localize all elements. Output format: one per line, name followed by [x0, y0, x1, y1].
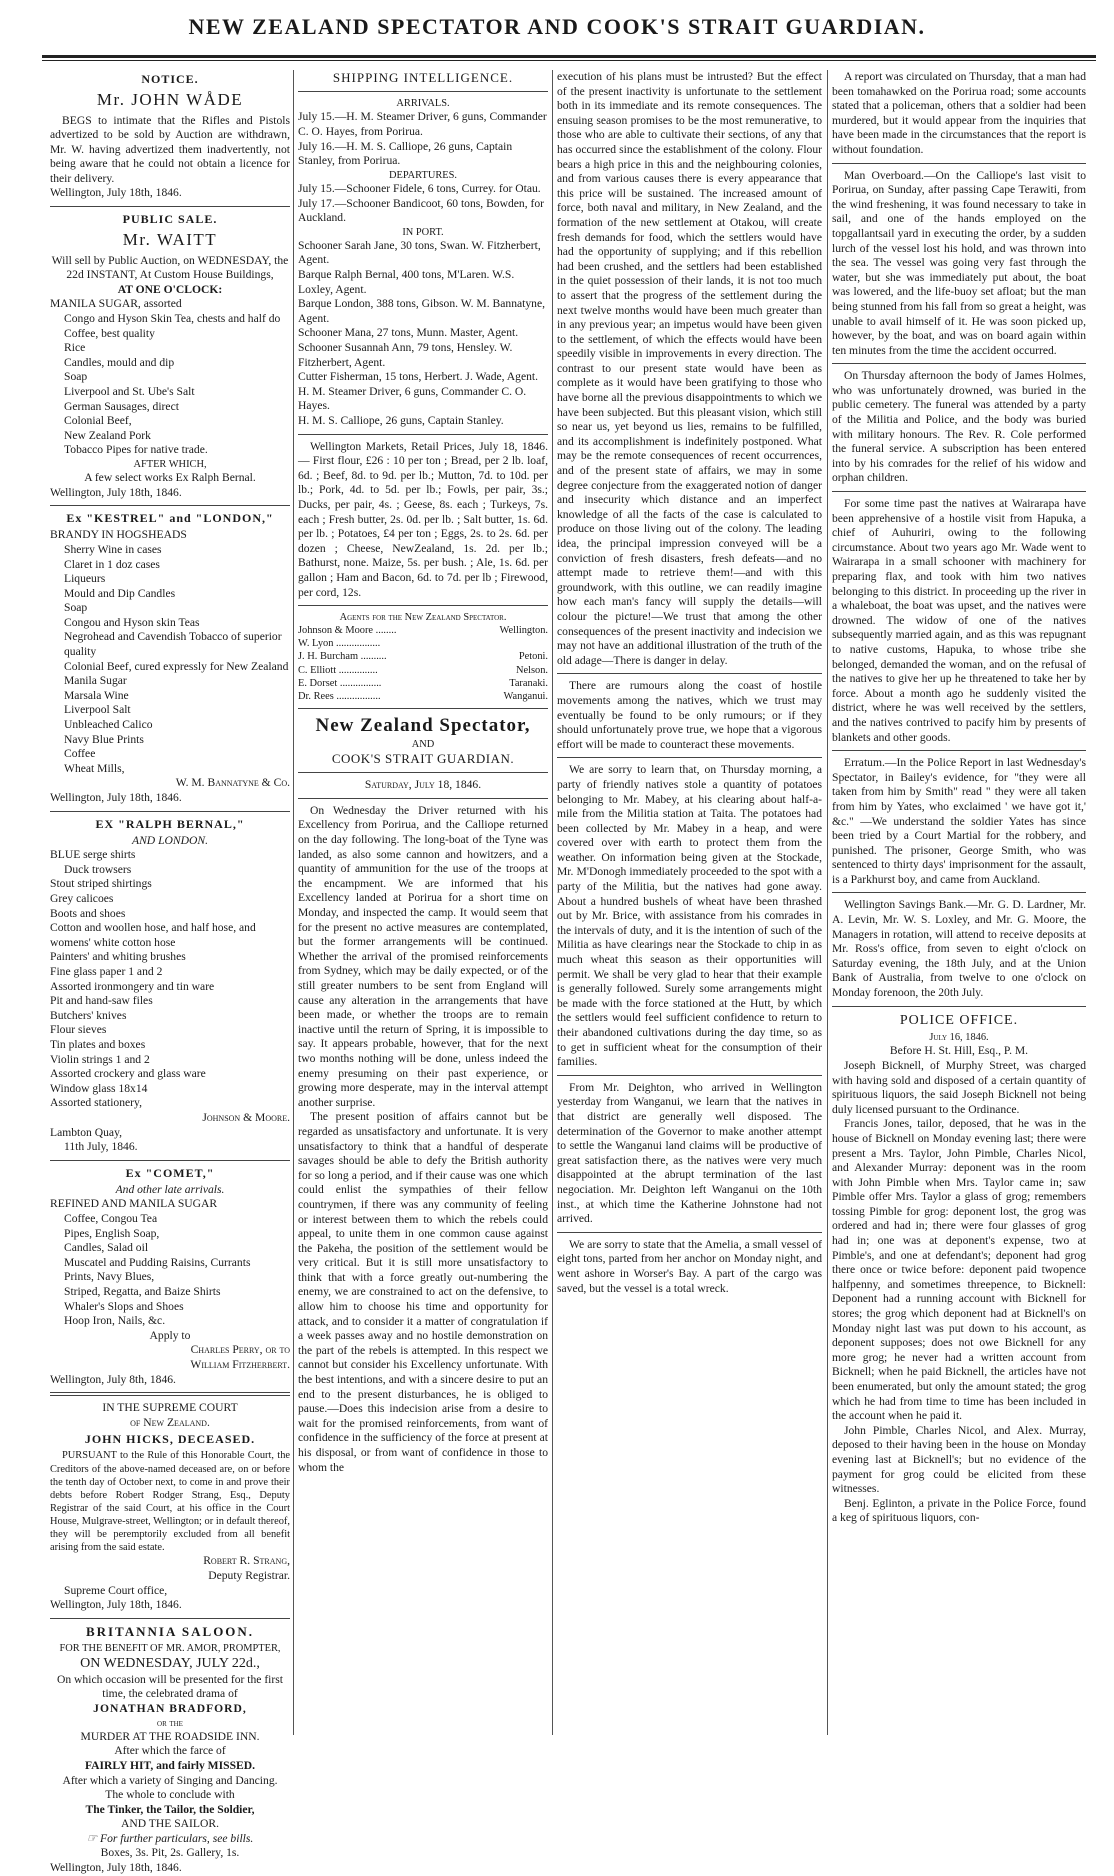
- paper-sub: COOK'S STRAIT GUARDIAN.: [331, 750, 515, 766]
- list-item: Striped, Regatta, and Baize Shirts: [64, 1285, 221, 1299]
- column-rule-1: [293, 70, 294, 1735]
- list-item: Painters' and whiting brushes: [50, 950, 186, 964]
- list-item: Navy Blue Prints: [64, 732, 144, 746]
- list-item: Boots and shoes: [50, 906, 126, 920]
- hicks-date: Wellington, July 18th, 1846.: [50, 1598, 182, 1612]
- list-item: July 15.—H. M. Steamer Driver, 6 guns, Commander C. O. Hayes, from Porirua.: [298, 110, 547, 139]
- column-rule-2: [552, 70, 553, 1735]
- overboard-article: Man Overboard.—On the Calliope's last visit to Porirua, on Sunday, after passing Cape Terawiti, from the wind freshening, it was found necessary to take in sail, and one of the hands employed on the topgallantsail yard in executing the order, by a sudden lurch of the vessel lost his hold, and was thrown into the sea. The vessel was going very fast through the water, but she was immediately put about, the boat was lowered, and the life-buoy set afloat; but the man being stunned from his fall from so great a height, was unable to avail himself of it. He was soon picked up, however, by the boat, and was on board again within ten minutes from the time the accident occurred.: [832, 168, 1086, 357]
- saloon-date: Wellington, July 18th, 1846.: [50, 1861, 182, 1875]
- britannia-saloon-ad: [50, 1624, 290, 1876]
- list-item: Claret in 1 doz cases: [64, 557, 160, 571]
- saloon-benefit: FOR THE BENEFIT OF MR. AMOR, PROMPTER,: [59, 1643, 281, 1655]
- saloon-or: or the: [157, 1717, 183, 1729]
- police-paragraph-4: Benj. Eglinton, a private in the Police Force, found a keg of spirituous liquors, con-: [832, 1496, 1086, 1525]
- list-item: H. M. S. Calliope, 26 guns, Captain Stanley.: [298, 413, 504, 427]
- list-item: Liqueurs: [64, 572, 106, 586]
- list-item: Cutter Fisherman, 15 tons, Herbert. J. Wade, Agent.: [298, 370, 539, 384]
- list-item: Marsala Wine: [64, 688, 129, 702]
- notice-header: NOTICE.: [141, 72, 199, 86]
- list-item: Candles, mould and dip: [64, 355, 175, 369]
- list-item: Liverpool Salt: [64, 703, 131, 717]
- bernal-ad: [50, 817, 290, 1155]
- list-item: July 15.—Schooner Fidele, 6 tons, Currey. for Otau.: [298, 181, 541, 195]
- hicks-signature: Robert R. Strang,: [203, 1554, 290, 1568]
- bernal-place: Lambton Quay,: [50, 1125, 123, 1139]
- list-item: Prints, Navy Blues,: [64, 1270, 155, 1284]
- list-item: Coffee: [64, 747, 96, 761]
- comet-item-list: [50, 1197, 290, 1328]
- list-item: Pipes, English Soap,: [64, 1226, 160, 1240]
- waitt-date: Wellington, July 18th, 1846.: [50, 485, 182, 499]
- saloon-after: After which the farce of: [114, 1744, 226, 1758]
- saloon-desc: On which occasion will be presented for the first time, the celebrated drama of: [56, 1672, 283, 1701]
- list-item: Mould and Dip Candles: [64, 586, 176, 600]
- list-item: Barque London, 388 tons, Gibson. W. M. Bannatyne, Agent.: [298, 297, 545, 325]
- waitt-item-list: [50, 297, 290, 458]
- kestrel-ad: [50, 511, 290, 805]
- saloon-conclude: The whole to conclude with: [105, 1788, 235, 1802]
- list-item: Coffee, best quality: [64, 326, 155, 340]
- savings-bank-article: Wellington Savings Bank.—Mr. G. D. Lardner, Mr. A. Levin, Mr. W. S. Loxley, and Mr. G. Moore, the Managers in rotation, will attend to receive deposits at Mr. Ross's office, from seven to eight o'clock on Saturday evening, the 18th July, and at the Union Bank of Australia, from twelve to one o'clock on Monday forenoon, the 20th July.: [832, 898, 1086, 1000]
- saloon-farce: FAIRLY HIT, and fairly MISSED.: [84, 1758, 256, 1772]
- agents-list: [298, 611, 548, 703]
- list-item: J. H. Burcham .......... Petoni.: [298, 651, 548, 663]
- court-sub: of New Zealand.: [130, 1415, 210, 1429]
- column-4: [832, 70, 1086, 1740]
- list-item: Whaler's Slops and Shoes: [64, 1299, 184, 1313]
- list-item: Grey calicoes: [50, 892, 114, 906]
- departures-header: DEPARTURES.: [389, 169, 457, 181]
- police-paragraph-2: Francis Jones, tailor, deposed, that he was in the house of Bicknell on Monday evening last; there were present a Mrs. Taylor, John Pimble, Charles Nicol, and Alexander Murray: deponent was in the room with John Pimble when Mrs. Taylor came in; saw Pimble offer Mrs. Taylor a glass of grog; remembers tossing Pimble for grog: deponent lost, the grog was ordered and had in; there were four glasses of grog had in; one was at deponent's expense, two at Pimble's, and one at defendant's; deponent had grog there once or twice before: deponent paid twopence halfpenny, and sometimes threepence, to Bicknell: Deponent had a running account with Bicknell for stores; the grog which deponent had at Bicknell's on Monday night last was put down to his account, as deponent supposes; does not owe Bicknell for any more grog; he never had a written account from Bicknell; when he paid Bicknell, the articles have not been enumerated, but only the amount stated; the grog which he had from time to time has been included in the account when he paid it.: [832, 1117, 1086, 1423]
- editorial-paragraph-1: On Wednesday the Driver returned with his Excellency from Porirua, and the Calliope returned on the day following. The long-boat of the Tyne was landed, as also some cannon and howitzers, and a quantity of ammunition for the use of the troops at the encampment. We are informed that his Excellency landed at Porirua for a short time on Monday, and inspected the camp. It would seem that for the present no active measures are contemplated, but the former arrangements will be continued. Whether the arrival of the promised reinforcements from Sydney, which may be daily expected, or of the still greater numbers to be sent from England will cause any alteration in the arrangements that have been made, or whether the troops are to remain inactive until the return of Spring, it is impossible to say. It appears probable, however, that for the next two months nothing will be done, unless indeed the enemy presuming on their past experience, or growing more desperate, may in the interval attempt another surprise.: [298, 803, 548, 1109]
- saloon-drama: JONATHAN BRADFORD,: [93, 1702, 247, 1716]
- list-item: E. Dorset ................ Taranaki.: [298, 677, 548, 689]
- hicks-body: PURSUANT to the Rule of this Honorable Court, the Creditors of the above-named deceased are, on or before the tenth day of October next, to come in and prove their debts before Robert Rodger Strang, Esq., Deputy Registrar of the said Court, at his office in the Court House, Mulgrave-street, Wellington; or in default thereof, they will be peremptorily excluded from all benefit arising from the said estate.: [50, 1450, 290, 1554]
- list-item: Congo and Hyson Skin Tea, chests and half do: [64, 311, 281, 325]
- saloon-final-1: The Tinker, the Tailor, the Soldier,: [85, 1802, 255, 1816]
- paper-nameplate: [298, 714, 548, 799]
- list-item: Soap: [64, 601, 88, 615]
- paper-date: Saturday, July 18, 1846.: [364, 778, 482, 792]
- list-item: Assorted ironmongery and tin ware: [50, 979, 215, 993]
- comet-ad: [50, 1166, 290, 1387]
- paper-title: New Zealand Spectator,: [315, 714, 531, 736]
- list-item: Flour sieves: [50, 1023, 107, 1037]
- waitt-time: AT ONE O'CLOCK:: [117, 282, 223, 296]
- list-item: Pit and hand-saw files: [50, 994, 153, 1008]
- column-2: [298, 70, 548, 1740]
- masthead-rule-thin: [42, 60, 1096, 61]
- column-rule-3: [827, 70, 828, 1735]
- saloon-murder: MURDER AT THE ROADSIDE INN.: [80, 1729, 260, 1743]
- potatoes-article: We are sorry to learn that, on Thursday morning, a party of friendly natives stole a quantity of potatoes belonging to Mr. Mabey, at his clearing about half-a-mile from the Militia station at Taita. The potatoes had been collected by Mr. Mabey in a heap, and were covered over with earth to protect them from the weather. On information being given at the Stockade, Mr. M'Donogh immediately proceeded to the spot with a party of the Militia, but the natives had gone away. About a hundred bushels of wheat have been thrashed out by Mr. Brice, with assistance from his comrades in the intervals of duty, and it is the intention of such of the Militia as have clearings near the Stockade to chip in as much wheat this season as their opportunities will permit. We shall be very glad to hear that their example is generally followed. Surely some arrangements might be made with the force stationed at the Hutt, by which the settlers would feel sufficient confidence to return to their abandoned cultivations during the day time, so as to get in sufficient wheat for the consumption of their families.: [557, 763, 822, 1069]
- arrivals-header: ARRIVALS.: [396, 98, 450, 110]
- wairarapa-article: For some time past the natives at Wairarapa have been apprehensive of a hostile visit from Hapuka, a chief of Auhuriri, owing to the following circumstance. About two years ago Mr. Wade went to Wairarapa in a small schooner with machinery for preparing flax, and took with him two natives belonging to this district. In proceeding up the river in a whaleboat, the boat was upset, and the natives were drowned. The widow of one of the natives subsequently married again, and as this was repugnant to native customs, Hapuka, to whose tribe she belonged, demanded the woman, and on the refusal of the natives to give her up he threatened to take her by force. About a month ago he suddenly visited the district, where he was well received by the settlers, and the natives contrived to pacify him by presents of blankets and other goods.: [832, 497, 1086, 744]
- saloon-final-2: AND THE SAILOR.: [120, 1817, 219, 1831]
- list-item: MANILA SUGAR, assorted: [50, 297, 182, 311]
- bernal-sub: AND LONDON.: [131, 833, 209, 847]
- list-item: Colonial Beef, cured expressly for New Zealand: [64, 659, 289, 673]
- list-item: July 17.—Schooner Bandicoot, 60 tons, Bowden, for Auckland.: [298, 196, 545, 225]
- list-item: Tin plates and boxes: [50, 1038, 146, 1052]
- list-item: Schooner Susannah Ann, 79 tons, Hensley. W. Fitzherbert, Agent.: [298, 341, 513, 369]
- editorial-paragraph-2: The present position of affairs cannot but be regarded as unsatisfactory and unfortunate. It is very unsatisfactory to think that a handful of desperate savages should be able to defy the British authority for so long a period, and if their cause was one which could enlist the sympathies of their fellow countrymen, if there was any community of feeling or interest between them to which the rebels could appeal, to unite them in one common cause against the Pakeha, the position of the settlement would be very critical. But it is still more unsatisfactory to think that with a force greatly out-numbering the enemy, we are constrained to act on the defensive, to allow him to choose his time and opportunity for attack, and to consider it a matter of congratulation if a week passes away and no hostile demonstration on the part of the rebels is attempted. In this respect we cannot but consider his Excellency unfortunate. With the best intentions, and with a sincere desire to put an end to the present disturbances, he is obliged to pause.—Does this indecision arise from a desire to wait for the promised reinforcements, from want of confidence in the sufficiency of the force at present at his disposal, or from want of confidence in those to whom the: [298, 1110, 548, 1474]
- list-item: Stout striped shirtings: [50, 877, 152, 891]
- saloon-prices: Boxes, 3s. Pit, 2s. Gallery, 1s.: [100, 1846, 240, 1860]
- list-item: Soap: [64, 370, 88, 384]
- list-item: July 16.—H. M. S. Calliope, 26 guns, Captain Stanley, from Porirua.: [298, 139, 513, 168]
- list-item: Unbleached Calico: [64, 718, 153, 732]
- bernal-date: 11th July, 1846.: [64, 1140, 138, 1154]
- wade-notice: [50, 72, 290, 201]
- police-date: July 16, 1846.: [929, 1032, 989, 1044]
- list-item: C. Elliott ............... Nelson.: [298, 664, 548, 676]
- police-paragraph-3: John Pimble, Charles Nicol, and Alex. Murray, deposed to their having been in the house on Monday evening last at Bicknell's; but no evidence of the payment for grog could be elicited from these witnesses.: [832, 1423, 1086, 1496]
- wade-name: Mr. JOHN WÅDE: [96, 90, 244, 110]
- list-item: Cotton and woollen hose, and half hose, and womens' white cotton hose: [50, 921, 256, 949]
- police-paragraph-1: Joseph Bicknell, of Murphy Street, was charged with having sold and disposed of a certain quantity of spirituous liquors, the said Joseph Bicknell not being duly licensed pursuant to the Ordinance.: [832, 1058, 1086, 1116]
- column-1: [50, 70, 290, 1875]
- kestrel-header: Ex "KESTREL" and "LONDON,": [66, 511, 274, 526]
- saloon-particulars: ☞ For further particulars, see bills.: [86, 1831, 254, 1845]
- comet-signature-1: Charles Perry, or to: [190, 1343, 290, 1357]
- list-item: Violin strings 1 and 2: [50, 1052, 150, 1066]
- waitt-intro: Will sell by Public Auction, on WEDNESDAY, the 22d INSTANT, At Custom House Buildings,: [51, 253, 289, 282]
- list-item: German Sausages, direct: [64, 399, 179, 413]
- masthead: NEW ZEALAND SPECTATOR AND COOK'S STRAIT GUARDIAN.: [188, 14, 926, 39]
- saloon-day: ON WEDNESDAY, JULY 22d.,: [80, 1656, 260, 1672]
- list-item: Butchers' knives: [50, 1008, 127, 1022]
- list-item: Johnson & Moore ........ Wellington.: [298, 625, 548, 637]
- list-item: Assorted stationery,: [50, 1096, 142, 1110]
- sale-header: PUBLIC SALE.: [122, 212, 218, 227]
- masthead-rule-thick: [42, 55, 1096, 58]
- bernal-signature: Johnson & Moore.: [202, 1110, 290, 1124]
- list-item: New Zealand Pork: [64, 428, 151, 442]
- list-item: Congou and Hyson skin Teas: [64, 615, 200, 629]
- deighton-article: From Mr. Deighton, who arrived in Wellington yesterday from Wanganui, we learn that the natives in that district are generally well disposed. The determination of the Governor to make another attempt to settle the Wanganui land claims will be productive of great satisfaction there, as the natives were very much disappointed at the abrupt termination of the last negociation. Mr. Deighton left Wanganui on the 10th inst., at which time the Katherine Johnstone had not arrived.: [557, 1080, 822, 1226]
- list-item: Liverpool and St. Ube's Salt: [64, 384, 195, 398]
- list-item: Negrohead and Cavendish Tobacco of superior quality: [64, 630, 282, 659]
- funeral-article: On Thursday afternoon the body of James Holmes, who was unfortunately drowned, was buried in the public cemetery. The funeral was attended by a party of the Militia and Police, and the body was buried with military honours. The Rev. R. Cole performed the funeral service. A subscription has been entered into by his comrades for the relief of his widow and orphan children.: [832, 369, 1086, 485]
- erratum-article: Erratum.—In the Police Report in last Wednesday's Spectator, in Bailey's evidence, for "they were all taken from him by Smith" read " they were all taken from him by Yates, who exclaimed ' we have got it,' &c." —We understand the soldier Yates has since been tried by a Court Martial for the robbery, and punished. The prisoner, George Smith, who was sentenced to thirty days' imprisonment for the assault, is a Parkhurst boy, and came from Auckland.: [832, 756, 1086, 886]
- list-item: Manila Sugar: [64, 674, 127, 688]
- saloon-singing: After which a variety of Singing and Dancing.: [62, 1773, 278, 1787]
- list-item: W. Lyon .................: [298, 638, 381, 650]
- waitt-after: AFTER WHICH,: [133, 458, 207, 470]
- public-sale: [50, 212, 290, 500]
- list-item: Assorted crockery and glass ware: [50, 1067, 206, 1081]
- inport-header: IN PORT.: [402, 226, 444, 238]
- list-item: Dr. Rees ................. Wanganui.: [298, 690, 548, 702]
- comet-sub: And other late arrivals.: [115, 1182, 225, 1196]
- list-item: Candles, Salad oil: [64, 1241, 149, 1255]
- list-item: Duck trowsers: [64, 862, 132, 876]
- kestrel-signature: W. M. Bannatyne & Co.: [175, 776, 290, 790]
- list-item: Barque Ralph Bernal, 400 tons, M'Laren. W.S. Loxley, Agent.: [298, 268, 515, 296]
- shipping-intelligence: [298, 70, 548, 429]
- comet-signature-2: William Fitzherbert.: [190, 1358, 290, 1371]
- list-item: Schooner Mana, 27 tons, Munn. Master, Agent.: [298, 326, 519, 340]
- list-item: Muscatel and Pudding Raisins, Currants: [64, 1255, 251, 1269]
- wade-body: BEGS to intimate that the Rifles and Pistols advertized to be sold by Auction are withdrawn, Mr. W. having advertized them inadvertently, not being aware that he could not obtain a licence for their delivery.: [50, 113, 290, 185]
- comet-header: Ex "COMET,": [125, 1165, 215, 1180]
- paper-and: AND: [411, 738, 435, 750]
- comet-apply: Apply to: [149, 1328, 191, 1342]
- hicks-header: JOHN HICKS, DECEASED.: [84, 1432, 256, 1447]
- list-item: Fine glass paper 1 and 2: [50, 965, 163, 979]
- police-before: Before H. St. Hill, Esq., P. M.: [889, 1044, 1029, 1058]
- shipping-header: SHIPPING INTELLIGENCE.: [332, 70, 514, 85]
- kestrel-date: Wellington, July 18th, 1846.: [50, 791, 182, 804]
- supreme-court-notice: [50, 1401, 290, 1613]
- hicks-office: Supreme Court office,: [64, 1583, 168, 1597]
- hicks-title: Deputy Registrar.: [208, 1568, 290, 1582]
- list-item: BLUE serge shirts: [50, 848, 136, 862]
- court-header: IN THE SUPREME COURT: [102, 1401, 238, 1415]
- list-item: H. M. Steamer Driver, 6 guns, Commander C. O. Hayes.: [298, 384, 527, 413]
- editorial-paragraph-3: execution of his plans must be intrusted? But the effect of the present inactivity is unfortunate to the settlement both in its immediate and its remote consequences. The ensuing season promises to be the most remunerative, to those who are able to cultivate their sections, of any that has occurred since the establishment of the colony. Flour bears a high price in this and the neighbouring colonies, and from various causes there is every appearance that this price will be sustained. The increased amount of force, both naval and military, in New Zealand, and the formation of the new settlement at Otakou, will create fresh demands for food, which the settlers would have had the opportunity of supplying; and if this rebellion had been crushed, and the settlers had been established in the quiet possession of their lands, it is not too much to assert that the progress of the settlement during the next twelve months would have been much greater than in any previous year; an impetus would have been given to the settlement, of which the effects would have been speedily visible in improvements in every direction. The contrast to our present state would have been as complete as it would have been gratifying to those who have borne all the previous disappointments to which we have been subjected. But this pleasant vision, which still so near us, yet beyond us lies, remains to be fulfilled, and its accomplishment is indefinitely postponed. What may be the remote consequences of recent occurrences, and of the present state of affairs, we may in some degree conjecture from the exaggerated notion of danger and insecurity which distance and an imperfect knowledge of all the facts of the case is calculated to produce on those living out of the colony. The leading idea, the principal impression conveyed will be a conviction of fresh disasters, fresh defeats—and no attempt made to retrieve them!—and with this groundwork, with this outline, we can readily imagine how each man's fancy will supply the details—will colour the picture!—We trust that among the other consequences of the present inactivity and indecision we may not have an additional illustration of the truth of the old adage—There is danger in delay.: [557, 70, 822, 667]
- list-item: Hoop Iron, Nails, &c.: [64, 1314, 166, 1328]
- bernal-header: EX "RALPH BERNAL,": [95, 816, 245, 831]
- list-item: Schooner Sarah Jane, 30 tons, Swan. W. Fitzherbert, Agent.: [298, 238, 541, 267]
- police-header: POLICE OFFICE.: [899, 1012, 1019, 1028]
- list-item: Colonial Beef,: [64, 414, 132, 428]
- list-item: Coffee, Congou Tea: [64, 1212, 158, 1226]
- waitt-works: A few select works Ex Ralph Bernal.: [84, 471, 256, 485]
- list-item: Wheat Mills,: [64, 761, 125, 775]
- list-item: Sherry Wine in cases: [64, 542, 162, 556]
- bernal-item-list: [50, 848, 290, 1111]
- list-item: Tobacco Pipes for native trade.: [64, 443, 208, 457]
- markets-report: Wellington Markets, Retail Prices, July 18, 1846. — First flour, £26 : 10 per ton ; Bread, per 2 lb. loaf, 6d. ; Beef, 8d. to 9d. per lb.; Mutton, 7d. to 10d. per lb.; Pork, 4d. to 5d. per lb.; Fowls, per pair, 3s.; Ducks, per pair, 4s. ; Geese, 8s. each ; Turkeys, 7s. each ; Fresh butter, 2s. 0d. per lb. ; Salt butter, 1s. 6d. per lb. ; Potatoes, £4 per ton ; Eggs, 2s. to 2s. 6d. per dozen ; Cheese, NewZealand, 1s. 2d. per lb.; Bathurst, none. Maize, 5s. per bush. ; Ale, 1s. 6d. per gallon ; Ham and Bacon, 6d. to 7d. per lb ; Firewood, per cord, 12s.: [298, 439, 548, 599]
- list-item: REFINED AND MANILA SUGAR: [50, 1197, 218, 1211]
- rumours-article: There are rumours along the coast of hostile movements among the natives, which we trust may eventually be found to be only rumours; or if they should unfortunately prove true, we hope that a vigorous effort will be made to counteract these movements.: [557, 679, 822, 751]
- comet-date: Wellington, July 8th, 1846.: [50, 1372, 176, 1386]
- wade-date: Wellington, July 18th, 1846.: [50, 186, 182, 200]
- amelia-article: We are sorry to state that the Amelia, a small vessel of eight tons, parted from her anchor on Monday night, and went ashore in Worser's Bay. A part of the cargo was saved, but the vessel is a total wreck.: [557, 1237, 822, 1295]
- waitt-name: Mr. WAITT: [122, 230, 218, 250]
- saloon-header: BRITANNIA SALOON.: [85, 1623, 255, 1639]
- list-item: Rice: [64, 341, 86, 355]
- list-item: BRANDY IN HOGSHEADS: [50, 528, 187, 542]
- column-3: [557, 70, 822, 1740]
- kestrel-item-list: [50, 528, 290, 776]
- pointing-hand-icon: ☞: [86, 1831, 100, 1845]
- list-item: Window glass 18x14: [50, 1081, 148, 1095]
- agents-header: Agents for the New Zealand Spectator.: [339, 612, 507, 624]
- report-article: A report was circulated on Thursday, that a man had been tomahawked on the Porirua road; some accounts stated that a policeman, others that a soldier had been murdered, but it would appear from the inquiries that have been made in the circumstances that the report is without foundation.: [832, 70, 1086, 156]
